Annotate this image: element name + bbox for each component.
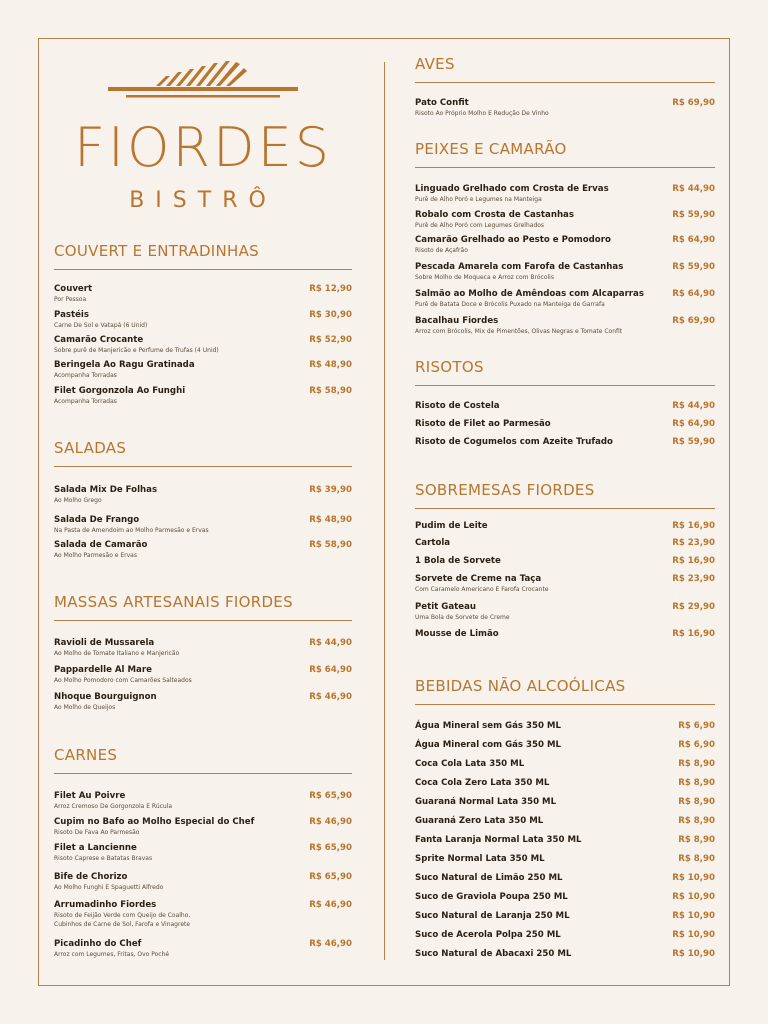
- item-name: Fanta Laranja Normal Lata 350 ML: [415, 835, 582, 845]
- menu-item: [415, 574, 715, 594]
- item-price: R$ 16,90: [672, 629, 715, 639]
- item-name: Suco Natural de Limão 250 ML: [415, 873, 563, 883]
- item-name: Coca Cola Zero Lata 350 ML: [415, 778, 550, 788]
- item-description: Arroz com Brócolis, Mix de Pimentões, Olivas Negras e Tomate Confit: [415, 328, 623, 335]
- item-description: Ao Molho Grego: [54, 497, 102, 504]
- menu-item: [415, 759, 715, 769]
- grill-icon: [108, 60, 298, 100]
- menu-item: [54, 360, 352, 380]
- menu-item: [415, 949, 715, 959]
- menu-item: [415, 911, 715, 921]
- item-description: Cubinhos de Carne de Sol, Farofa e Vinagrete: [54, 921, 191, 928]
- menu-item: [54, 791, 352, 811]
- item-price: R$ 58,90: [309, 540, 352, 550]
- section-title: RISOTOS: [415, 358, 715, 386]
- menu-item: [54, 817, 352, 837]
- item-price: R$ 6,90: [678, 740, 715, 750]
- item-price: R$ 69,90: [672, 98, 715, 108]
- menu-item: [415, 556, 715, 566]
- menu-item: [415, 835, 715, 845]
- item-price: R$ 46,90: [309, 692, 352, 702]
- item-name: Risoto de Cogumelos com Azeite Trufado: [415, 437, 613, 447]
- item-name: Água Mineral com Gás 350 ML: [415, 740, 561, 750]
- item-price: R$ 10,90: [672, 930, 715, 940]
- item-name: Salmão ao Molho de Amêndoas com Alcaparras: [415, 289, 644, 299]
- item-name: Sprite Normal Lata 350 ML: [415, 854, 545, 864]
- item-name: Filet a Lancienne: [54, 843, 137, 853]
- menu-item: [54, 335, 352, 355]
- item-price: R$ 65,90: [309, 872, 352, 882]
- item-price: R$ 65,90: [309, 843, 352, 853]
- item-name: Camarão Grelhado ao Pesto e Pomodoro: [415, 235, 611, 245]
- item-name: Salada De Frango: [54, 515, 140, 525]
- item-name: Nhoque Bourguignon: [54, 692, 157, 702]
- section-title: SALADAS: [54, 439, 352, 467]
- item-price: R$ 44,90: [672, 184, 715, 194]
- menu-item: [415, 401, 715, 411]
- item-description: Uma Bola de Sorvete de Creme: [415, 614, 510, 621]
- item-description: Por Pessoa: [54, 296, 87, 303]
- menu-item: [54, 843, 352, 863]
- menu-item: [415, 289, 715, 309]
- item-description: Purê de Alho Poró com Legumes Grelhados: [415, 222, 545, 229]
- menu-item: [54, 284, 352, 304]
- item-price: R$ 29,90: [672, 602, 715, 612]
- section-title: PEIXES E CAMARÃO: [415, 140, 715, 168]
- item-name: Cartola: [415, 538, 451, 548]
- item-name: Sorvete de Creme na Taça: [415, 574, 542, 584]
- item-price: R$ 48,90: [309, 515, 352, 525]
- item-price: R$ 23,90: [672, 538, 715, 548]
- item-name: Cupim no Bafo ao Molho Especial do Chef: [54, 817, 255, 827]
- item-name: Pudim de Leite: [415, 521, 488, 531]
- item-description: Acompanha Torradas: [54, 398, 117, 405]
- item-price: R$ 10,90: [672, 949, 715, 959]
- menu-section: [415, 55, 715, 117]
- item-description: Sobre Molho de Moqueca e Arroz com Brócolis: [415, 274, 554, 281]
- item-price: R$ 64,90: [672, 419, 715, 429]
- item-description: Risoto Ao Próprio Molho E Redução De Vinho: [415, 110, 549, 117]
- item-name: Robalo com Crosta de Castanhas: [415, 210, 574, 220]
- item-price: R$ 39,90: [309, 485, 352, 495]
- item-price: R$ 10,90: [672, 911, 715, 921]
- item-name: Arrumadinho Fiordes: [54, 900, 157, 910]
- section-title: SOBREMESAS FIORDES: [415, 481, 715, 509]
- item-name: Pappardelle Al Mare: [54, 665, 152, 675]
- menu-section: [54, 746, 352, 958]
- item-price: R$ 46,90: [309, 900, 352, 910]
- menu-item: [54, 540, 352, 560]
- item-price: R$ 58,90: [309, 386, 352, 396]
- menu-item: [415, 419, 715, 429]
- item-description: Carne De Sol e Vatapá (6 Unid): [54, 322, 148, 329]
- item-name: Bacalhau Fiordes: [415, 316, 499, 326]
- item-name: Camarão Crocante: [54, 335, 144, 345]
- item-name: Guaraná Zero Lata 350 ML: [415, 816, 544, 826]
- item-price: R$ 8,90: [678, 759, 715, 769]
- item-description: Risoto De Fava Ao Parmesão: [54, 829, 140, 836]
- item-price: R$ 59,90: [672, 262, 715, 272]
- item-price: R$ 16,90: [672, 556, 715, 566]
- item-description: Ao Molho Parmesão e Ervas: [54, 552, 137, 559]
- brand-subtitle: BISTRÔ: [129, 188, 277, 213]
- item-description: Purê de Batata Doce e Brócolis Puxado na Manteiga de Garrafa: [415, 301, 605, 308]
- section-title: BEBIDAS NÃO ALCOÓLICAS: [415, 677, 715, 705]
- menu-section: [54, 242, 352, 405]
- item-price: R$ 30,90: [309, 310, 352, 320]
- item-name: Suco de Graviola Poupa 250 ML: [415, 892, 568, 902]
- item-price: R$ 23,90: [672, 574, 715, 584]
- item-name: Couvert: [54, 284, 93, 294]
- item-price: R$ 64,90: [309, 665, 352, 675]
- menu-section: [415, 677, 715, 959]
- menu-item: [415, 602, 715, 622]
- item-price: R$ 8,90: [678, 835, 715, 845]
- menu-item: [415, 930, 715, 940]
- menu-item: [415, 184, 715, 204]
- menu-item: [54, 638, 352, 658]
- item-name: Pato Confit: [415, 98, 469, 108]
- item-price: R$ 8,90: [678, 816, 715, 826]
- item-price: R$ 8,90: [678, 778, 715, 788]
- menu-item: [415, 778, 715, 788]
- menu-item: [54, 310, 352, 330]
- menu-item: [415, 740, 715, 750]
- section-title: MASSAS ARTESANAIS FIORDES: [54, 593, 352, 621]
- item-price: R$ 46,90: [309, 939, 352, 949]
- menu-item: [415, 538, 715, 548]
- item-price: R$ 44,90: [309, 638, 352, 648]
- item-description: Ao Molho de Queijos: [54, 704, 116, 711]
- item-price: R$ 59,90: [672, 437, 715, 447]
- item-description: Na Pasta de Amendoim ao Molho Parmesão e Ervas: [54, 527, 209, 534]
- item-price: R$ 59,90: [672, 210, 715, 220]
- item-name: Ravioli de Mussarela: [54, 638, 155, 648]
- menu-item: [415, 316, 715, 336]
- item-name: Suco de Acerola Polpa 250 ML: [415, 930, 561, 940]
- section-title: CARNES: [54, 746, 352, 774]
- item-description: Risoto de Feijão Verde com Queijo de Coalho,: [54, 912, 191, 919]
- item-price: R$ 44,90: [672, 401, 715, 411]
- menu-item: [415, 797, 715, 807]
- menu-item: [415, 873, 715, 883]
- item-price: R$ 52,90: [309, 335, 352, 345]
- menu-item: [54, 386, 352, 406]
- section-title: COUVERT E ENTRADINHAS: [54, 242, 352, 270]
- item-description: Acompanha Torradas: [54, 372, 117, 379]
- item-description: Ao Molho de Tomate Italiano e Manjericão: [54, 650, 180, 657]
- item-price: R$ 6,90: [678, 721, 715, 731]
- item-name: Linguado Grelhado com Crosta de Ervas: [415, 184, 609, 194]
- item-name: Filet Gorgonzola Ao Funghi: [54, 386, 186, 396]
- brand-logo: [54, 60, 352, 220]
- menu-item: [415, 437, 715, 447]
- item-name: Salada de Camarão: [54, 540, 148, 550]
- item-price: R$ 8,90: [678, 797, 715, 807]
- item-name: Picadinho do Chef: [54, 939, 142, 949]
- menu-item: [415, 98, 715, 118]
- item-name: Coca Cola Lata 350 ML: [415, 759, 525, 769]
- menu-item: [415, 210, 715, 230]
- item-name: Bife de Chorizo: [54, 872, 128, 882]
- item-name: Pescada Amarela com Farofa de Castanhas: [415, 262, 624, 272]
- menu-item: [54, 665, 352, 685]
- item-price: R$ 10,90: [672, 892, 715, 902]
- item-description: Risoto de Açafrão: [415, 247, 468, 254]
- menu-item: [54, 485, 352, 505]
- item-price: R$ 48,90: [309, 360, 352, 370]
- menu-item: [415, 854, 715, 864]
- item-description: Ao Molho Funghi E Spaguetti Alfredo: [54, 884, 164, 891]
- menu-item: [415, 235, 715, 255]
- item-price: R$ 65,90: [309, 791, 352, 801]
- item-name: 1 Bola de Sorvete: [415, 556, 501, 566]
- menu-item: [415, 721, 715, 731]
- item-name: Risoto de Filet ao Parmesão: [415, 419, 551, 429]
- menu-section: [54, 593, 352, 711]
- item-description: Sobre purê de Manjericão e Perfume de Trufas (4 Unid): [54, 347, 219, 354]
- brand-name: FIORDES: [74, 116, 332, 179]
- section-title: AVES: [415, 55, 715, 83]
- item-name: Guaraná Normal Lata 350 ML: [415, 797, 557, 807]
- item-name: Risoto de Costela: [415, 401, 500, 411]
- item-price: R$ 12,90: [309, 284, 352, 294]
- item-name: Água Mineral sem Gás 350 ML: [415, 721, 561, 731]
- item-description: Com Caramelo Americano E Farofa Crocante: [415, 586, 549, 593]
- menu-section: [415, 358, 715, 447]
- column-divider: [384, 62, 385, 960]
- item-price: R$ 16,90: [672, 521, 715, 531]
- item-name: Mousse de Limão: [415, 629, 499, 639]
- menu-item: [415, 629, 715, 639]
- menu-item: [54, 939, 352, 959]
- menu-section: [415, 140, 715, 335]
- item-name: Filet Au Poivre: [54, 791, 126, 801]
- menu-section: [54, 439, 352, 559]
- menu-item: [415, 816, 715, 826]
- item-name: Suco Natural de Abacaxi 250 ML: [415, 949, 572, 959]
- item-name: Pastéis: [54, 310, 89, 320]
- item-price: R$ 10,90: [672, 873, 715, 883]
- item-name: Salada Mix De Folhas: [54, 485, 158, 495]
- menu-item: [54, 515, 352, 535]
- item-price: R$ 8,90: [678, 854, 715, 864]
- item-description: Ao Molho Pomodoro com Camarões Salteados: [54, 677, 192, 684]
- item-price: R$ 69,90: [672, 316, 715, 326]
- item-price: R$ 64,90: [672, 289, 715, 299]
- item-name: Petit Gateau: [415, 602, 476, 612]
- menu-item: [54, 900, 352, 929]
- item-description: Purê de Alho Poró e Legumes na Manteiga: [415, 196, 542, 203]
- menu-item: [54, 692, 352, 712]
- item-price: R$ 64,90: [672, 235, 715, 245]
- menu-item: [415, 521, 715, 531]
- menu-item: [54, 872, 352, 892]
- menu-item: [415, 892, 715, 902]
- item-description: Arroz Cremoso De Gorgonzola E Rúcula: [54, 803, 173, 810]
- menu-section: [415, 481, 715, 639]
- item-description: Arroz com Legumes, Fritas, Ovo Poché: [54, 951, 170, 958]
- menu-item: [415, 262, 715, 282]
- item-price: R$ 46,90: [309, 817, 352, 827]
- item-name: Suco Natural de Laranja 250 ML: [415, 911, 570, 921]
- item-description: Risoto Caprese e Batatas Bravas: [54, 855, 153, 862]
- item-name: Beringela Ao Ragu Gratinada: [54, 360, 195, 370]
